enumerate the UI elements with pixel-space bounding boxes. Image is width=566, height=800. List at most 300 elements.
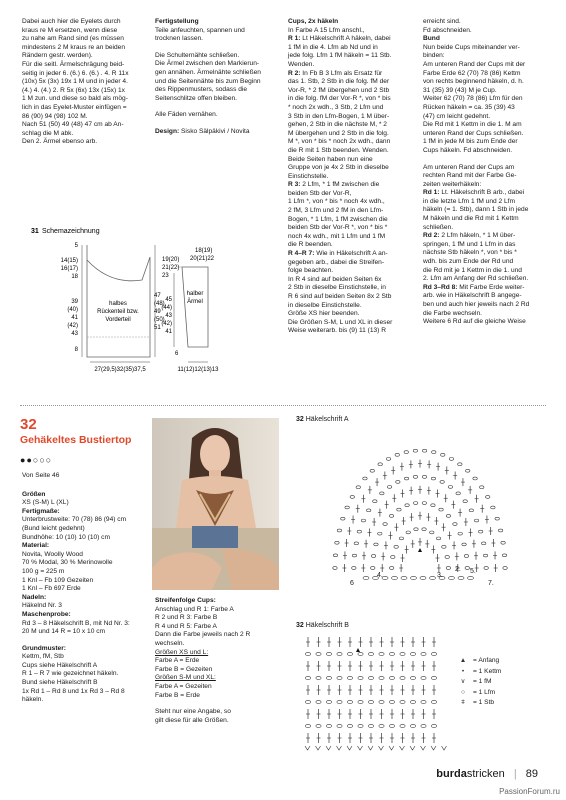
col3-line: M *, von * bis * noch 2x wdh., dann [288, 138, 391, 146]
stitch-chain-mark [458, 532, 462, 535]
stitch-chain-mark [448, 485, 452, 488]
stitch-chain-mark [466, 469, 470, 472]
svg-text:11(12)12(13)13: 11(12)12(13)13 [177, 367, 219, 373]
stitch-chain-mark [410, 652, 415, 655]
heading-maschenprobe: Maschenprobe: [22, 610, 71, 618]
schema-mid-label: (48) [154, 301, 165, 307]
stitch-chain-mark [326, 676, 331, 679]
stitch-chain-mark [379, 724, 384, 727]
stitch-chain-mark [316, 724, 321, 727]
stitch-foundation-chain [392, 576, 398, 579]
col1-line: kraus re M ersetzen, wenn diese [22, 26, 118, 34]
stitch-sc-mark [337, 746, 342, 750]
stitch-chain-mark [358, 652, 363, 655]
stitch-chain-mark [431, 504, 435, 507]
stitch-foundation-chain [468, 576, 474, 579]
stitch-chain-mark [481, 542, 485, 545]
col3-line: 1 Lfm *, von * bis * noch 4x wdh., [288, 198, 385, 206]
col3-line: jede folg. Lfm 1 fM häkeln = 11 Stb. [288, 52, 392, 60]
col2-p2-line: und die Seitennähte bis zum Beginn [155, 77, 261, 85]
col3-line: In R 4 sind auf beiden Seiten 6x [288, 275, 382, 283]
col1-line: seitig in jeder 6. (6.) 6. (6.) . 4. R 11x [22, 69, 129, 77]
col3-line: folge beachten. [288, 267, 334, 275]
stitch-sc-mark [389, 746, 394, 750]
stitch-chain-mark [305, 724, 310, 727]
stitch-chain-mark [350, 496, 354, 499]
grund-line: Cups siehe Häkelschrift A [22, 661, 98, 669]
chart-a-label-4: 4. [377, 572, 383, 579]
col1-line: Für die seitl. Ärmelschrägung beid- [22, 60, 125, 68]
stitch-foundation-chain [363, 576, 369, 579]
col4c-line: springen, 1 fM und 1 Lfm in das [423, 240, 516, 248]
col3-line: noch 4x wdh., mit 1 Lfm und 1 fM [288, 232, 386, 240]
col4c-line: arb. wie in Häkelschrift B angege- [423, 292, 522, 300]
stitch-chain-mark [389, 676, 394, 679]
col4c-line: ben und auch hier jeweils nach 2 Rd [423, 301, 530, 308]
stitch-foundation-chain [411, 576, 417, 579]
schema-sleeve-side-label: 45 [165, 297, 172, 303]
col3-line: 2 Stb in dieselbe Einstichstelle, in [288, 284, 386, 292]
stitch-chain-mark [410, 676, 415, 679]
stitch-chain-mark [333, 567, 337, 570]
chart-a-header [296, 416, 349, 423]
stitch-chain-mark [371, 555, 375, 558]
col4b-line: Weiter 62 (70) 78 (86) Lfm für den [423, 95, 523, 103]
dot-icon: • [461, 667, 465, 675]
legend-start: ▲ = Anfang [458, 656, 501, 667]
grund-line: Kettm, fM, Stb [22, 653, 64, 661]
stitch-chain-mark [386, 457, 390, 460]
stitch-chain-mark [396, 481, 400, 484]
col1-line: lich in das Eyelet-Muster einfügen = [22, 103, 127, 111]
schema-sleeve-side-label: (44) [161, 305, 172, 311]
col4c-line: rechten Rand mit der Farbe Ge- [423, 172, 517, 180]
stitch-foundation-chain [401, 576, 407, 579]
stitch-chain-mark [337, 529, 341, 532]
stitch-chain-mark [446, 515, 450, 518]
stripe-xs-line: Farbe B = Gezeiten [155, 665, 213, 673]
stitch-chain-mark [371, 567, 375, 570]
triangle-icon: ▲ [459, 657, 467, 664]
stitch-chain-mark [405, 504, 409, 507]
schema-left-label: 14(15) [60, 258, 78, 264]
schema-sleeve-side-label: (42) [161, 321, 172, 327]
col3-line: In Farbe A 15 Lfm anschl., [288, 26, 365, 34]
difficulty-dot-empty: ○ [45, 455, 53, 465]
stitch-chain-mark [368, 724, 373, 727]
stitch-chain-mark [486, 496, 490, 499]
col3-line: in dieselbe Einstichstelle. [288, 301, 362, 309]
stitch-chain-mark [431, 724, 436, 727]
col4c-line: die Rd mit je 1 Kettm in die 1. und [423, 266, 522, 274]
col4c-line: Am unteren Rand der Cups am [423, 163, 515, 171]
col3-line: R 2: In Fb B 3 Lfm als Ersatz für [288, 69, 383, 77]
stitch-chain-mark [354, 542, 358, 545]
col4b-line: Die Rd mit 1 Kettm in die 1. M am [423, 121, 522, 129]
col1-line: 86 (90) 94 (98) 102 M. [22, 112, 88, 120]
col2-p2-line: des Rippenmusters, sodass die [155, 86, 247, 94]
stripe-sm-line: Farbe A = Gezeiten [155, 682, 212, 690]
schema-mid-label: 19(20) [162, 257, 180, 263]
schema-left-label: 16(17) [60, 266, 78, 272]
schema-mid-label: 49 [154, 309, 161, 315]
stitch-chain-mark [421, 724, 426, 727]
col3-line: 1 fM in die 4. Lfm ab Nd und in [288, 43, 378, 51]
stitch-chain-mark [335, 541, 339, 544]
col1-line: Nach 51 (50) 49 (48) 47 cm ab An- [22, 121, 124, 129]
stripe-line: Anschlag und R 1: Farbe A [155, 605, 234, 613]
stitch-chain-mark [404, 477, 408, 480]
stitch-chain-mark [413, 475, 417, 478]
stitch-chain-mark [368, 676, 373, 679]
stitch-chain-mark [383, 523, 387, 526]
legend-chain: ○ = 1 Lfm [458, 688, 501, 699]
stitch-chain-mark [356, 486, 360, 489]
stitch-chain-mark [483, 554, 487, 557]
stitch-chain-mark [400, 676, 405, 679]
col3-line: R 3: 2 Lfm, * 1 fM zwischen die [288, 181, 380, 189]
stitch-sc-mark [421, 746, 426, 750]
stitch-sc-mark [305, 746, 310, 750]
stitch-chain-mark [440, 481, 444, 484]
schema-left-label: 41 [71, 315, 78, 321]
col3-line: 2 fM, 3 Lfm und 2 fM in den Lfm- [288, 207, 384, 215]
column-4 [423, 18, 548, 327]
stitch-chain-mark [389, 724, 394, 727]
col3-line: die R beenden. [288, 241, 333, 249]
schema-title: Schemazeichnung [42, 228, 100, 235]
col2-p2-line: gen annähen. Ärmelnähte schließen [155, 68, 261, 76]
col4b-line: unteren Rand der Cups schließen. [423, 129, 524, 137]
maschen-line: Rd 3 – 8 Häkelschrift B, mit Nd Nr. 3: [22, 619, 130, 627]
stitch-chain-mark [347, 676, 352, 679]
schema-mid-label: 47 [154, 293, 161, 299]
schema-num: 31 [31, 228, 39, 235]
stitch-chain-mark [387, 485, 391, 488]
stitch-sc-mark [368, 746, 373, 750]
col3-line: Bogen, * 1 Lfm, 1 fM zwischen die [288, 215, 388, 223]
col4b-line: binden: [423, 52, 445, 60]
pattern-info [22, 472, 150, 705]
col4a-line: erreicht sind. [423, 18, 461, 25]
stitch-chain-mark [400, 724, 405, 727]
col3-line: in die folg. fM der Vor-R *, von * bis [288, 95, 391, 103]
stitch-chain-mark [379, 676, 384, 679]
stitch-chain-mark [366, 509, 370, 512]
stitch-chain-mark [352, 554, 356, 557]
stitch-chain-mark [370, 469, 374, 472]
stitch-chain-mark [361, 519, 365, 522]
stitch-chain-mark [358, 724, 363, 727]
schema-left-label: (42) [67, 323, 78, 329]
chart-a-label-5: 5. [470, 568, 476, 575]
schema-svg [22, 225, 247, 375]
col1-line: Dabei auch hier die Eyelets durch [22, 18, 121, 25]
chart-a-label-2: 2. [455, 566, 461, 573]
col3-line: * noch 2x wdh., 3 Stb, 2 Lfm und [288, 103, 384, 111]
symbol-legend [458, 656, 501, 709]
stitch-chain-mark [478, 530, 482, 533]
schema-left-label: (40) [67, 307, 78, 313]
col3-line: Die Größen S-M, L und XL in dieser [288, 318, 393, 326]
stitch-foundation-chain [449, 576, 455, 579]
col4b-line: Farbe Erde 62 (70) 78 (86) Kettm [423, 69, 521, 77]
material-line: 1 Knl – Fb 697 Erde [22, 585, 81, 593]
stitch-chain-mark [368, 700, 373, 703]
pattern-header [20, 417, 131, 465]
column-3 [288, 18, 416, 336]
column-2 [155, 18, 273, 137]
grund-line: 1x Rd 1 – Rd 8 und 1x Rd 3 – Rd 8 [22, 687, 125, 695]
col4c-line: Rd 1: Lt. Häkelschrift B arb., dabei [423, 189, 525, 197]
design-value: Sisko Sälpäkivi / Novita [181, 127, 250, 135]
heading-fertigmasse: Fertigmaße: [22, 507, 60, 515]
maschen-line: 20 M und 14 R = 10 x 10 cm [22, 628, 106, 636]
col1-line: 1 M zun. und diese so bald als mög- [22, 95, 128, 103]
stitch-chain-mark [421, 700, 426, 703]
difficulty-dot-filled: ● [26, 455, 33, 465]
stitch-sc-mark [442, 746, 447, 750]
chart-a-num: 32 [296, 416, 304, 423]
separator-line [20, 405, 546, 406]
col4b-line: 31 (35) 39 (43) M je Cup. [423, 86, 497, 94]
stitch-foundation-chain [420, 576, 426, 579]
stitch-chain-mark [421, 676, 426, 679]
col3-line: gegeben arb., dabei die Streifen- [288, 258, 385, 266]
col4b-line: von rechts beginnend häkeln, d. h. [423, 78, 524, 86]
pattern-number: 32 [20, 416, 37, 433]
col4b-line: Am unteren Rand der Cups mit der [423, 60, 526, 68]
chart-a-label-7: 7. [488, 580, 494, 587]
stitch-chain-mark [422, 449, 426, 452]
col3-line: R 6 sind auf beiden Seiten 8x 2 Stb [288, 293, 392, 300]
stitch-chain-mark [422, 528, 426, 531]
col2-p2-line: Seitenschlitze offen bleiben. [155, 94, 237, 102]
stitch-chain-mark [441, 453, 445, 456]
col4c-line: Weitere 6 Rd auf die gleiche Weise [423, 318, 526, 326]
schema-drawing [22, 225, 247, 375]
heading-streifenfolge: Streifenfolge Cups: [155, 597, 216, 604]
col4c-line: wdh. bis zum Ende der Rd und [423, 258, 514, 266]
stitch-chain-mark [406, 531, 410, 534]
col1-line: zu nahe am Rand sind (es müssen [22, 35, 124, 43]
stitch-chain-mark [480, 486, 484, 489]
chart-a [330, 428, 510, 593]
chart-a-svg [330, 428, 510, 593]
chart-a-label-6: 6 [350, 580, 354, 587]
col3-line: Einstichstelle. [288, 172, 329, 180]
watermark: PassionForum.ru [499, 787, 560, 796]
col3-line: Gruppe von je 4x 2 Stb in dieselbe [288, 164, 389, 172]
stitch-chain-mark [305, 700, 310, 703]
stitch-chain-mark [414, 528, 418, 531]
stitch-sc-mark [347, 746, 352, 750]
col3-line: Wenden. [288, 60, 315, 68]
col4c-line: Rd 2: 2 Lfm häkeln, * 1 M über- [423, 232, 516, 240]
difficulty-dot-filled: ● [20, 455, 27, 465]
schema-left-label: 43 [71, 331, 78, 337]
stitch-chain-mark [430, 531, 434, 534]
heading-nadeln: Nadeln: [22, 593, 47, 601]
col4c-line: zeiten weiterhäkeln: [423, 180, 482, 188]
col1-line: mindestens 2 M kraus re an beiden [22, 43, 125, 51]
col2-p2-line: Die Schulternähte schließen. [155, 51, 240, 59]
stripe-line: R 4 und R 5: Farbe A [155, 622, 217, 630]
col1-line: (4.) 4. (4.) 2. R 5x (6x) 13x (15x) 1x [22, 86, 125, 94]
stitch-chain-mark [379, 652, 384, 655]
stitch-chain-mark [305, 652, 310, 655]
col4c-line: schließen. [423, 223, 454, 231]
schema-mid-label: 51 [154, 325, 161, 331]
col1-line: Den 2. Ärmel ebenso arb. [22, 138, 98, 146]
stripe-note-line: gilt diese für alle Größen. [155, 716, 229, 724]
stitch-chain-mark [484, 567, 488, 570]
heading-cups: Cups, 2x häkeln [288, 18, 339, 25]
stripe-line: Dann die Farbe jeweils nach 2 R [155, 631, 251, 639]
stitch-sc-mark [379, 746, 384, 750]
schema-left-label: 39 [71, 299, 78, 305]
stitch-chain-mark [347, 724, 352, 727]
needles: Häkelnd Nr. 3 [22, 602, 62, 610]
stitch-chain-mark [422, 475, 426, 478]
grund-line: Bund siehe Häkelschrift B [22, 679, 98, 687]
pattern-title: Gehäkeltes Bustiertop [20, 434, 132, 446]
svg-text:27(29,5)32(35)37,5: 27(29,5)32(35)37,5 [94, 367, 146, 373]
col3-line: 3 Stb in den Lfm-Bogen, 1 M über- [288, 112, 390, 120]
stitch-chain-mark [465, 567, 469, 570]
material-line: 100 g = 225 m [22, 567, 65, 575]
col4b-line: Nun beide Cups miteinander ver- [423, 43, 520, 51]
col2-p2-line: Die Ärmel zwischen den Markierun- [155, 60, 260, 68]
stitch-chain-mark [463, 500, 467, 503]
col4b-line: (47) cm leicht gedehnt. [423, 112, 491, 120]
stitch-chain-mark [379, 700, 384, 703]
stripe-note-line: Steht nur eine Angabe, so [155, 708, 231, 716]
stitch-chain-mark [391, 556, 395, 559]
stitch-chain-mark [397, 508, 401, 511]
schema-left-label: 8 [74, 347, 78, 353]
schema-mid-label: 6 [175, 351, 179, 357]
stitch-chain-mark [333, 554, 337, 557]
col4c-line: häkeln (= 1. Stb), dann 1 Stb in jede [423, 206, 529, 214]
schema-body-label: Rückenteil bzw. [97, 309, 139, 315]
col4c-line: in die letzte Lfm 1 fM und 2 Lfm [423, 197, 515, 205]
from-page: Von Seite 46 [22, 472, 60, 479]
oval-icon: ○ [461, 688, 465, 696]
stitch-chain-mark [347, 652, 352, 655]
stitch-chain-mark [462, 543, 466, 546]
stitch-chain-mark [374, 543, 378, 546]
stitch-chain-mark [458, 463, 462, 466]
col4c-line: 2. Lfm am Anfang der Rd schließen. [423, 275, 529, 283]
heading-groessen: Größen [22, 490, 46, 498]
schema-mid-label: 23 [162, 273, 169, 279]
stitch-chain-mark [431, 676, 436, 679]
stripe-xs-line: Farbe A = Erde [155, 657, 200, 665]
fertig-line: (Bund leicht gedehnt) [22, 524, 85, 532]
stitch-chain-mark [498, 529, 502, 532]
col3-line: R 1: Lt Häkelschrift A häkeln, dabei [288, 35, 391, 43]
stitch-chain-mark [363, 477, 367, 480]
stitch-chain-mark [431, 477, 435, 480]
text-faeden: Alle Fäden vernähen. [155, 111, 218, 119]
stitch-chain-mark [413, 502, 417, 505]
stitch-chain-mark [341, 517, 345, 520]
stitch-chain-mark [503, 567, 507, 570]
difficulty-dots [20, 455, 131, 465]
chart-a-title: Häkelschrift A [305, 416, 349, 423]
heading-bund: Bund [423, 35, 440, 43]
stitch-chain-mark [436, 537, 440, 540]
col3-line: M übergehen und 2 Stb in die folg. [288, 129, 389, 137]
col3-line: beiden Stb der Vor-R, [288, 189, 352, 197]
stripe-line: wechseln. [155, 639, 185, 647]
stitch-chain-mark [446, 567, 450, 570]
schema-left-label: 18 [71, 274, 78, 280]
col4c-line: Rd 3–Rd 8: Mit Farbe Erde weiter- [423, 283, 525, 291]
schema-sleeve-side-label: 41 [165, 329, 172, 335]
v-icon: ∨ [460, 678, 466, 685]
col1-line: Rändern gestr. werden). [22, 52, 93, 60]
material-line: 70 % Modal, 30 % Merinowolle [22, 559, 113, 567]
difficulty-dot-empty: ○ [39, 455, 46, 465]
chart-b [300, 632, 450, 752]
stitch-chain-mark [316, 700, 321, 703]
stitch-chain-mark [432, 451, 436, 454]
col4c-line: nächste Stb häkeln *, von * bis * [423, 249, 517, 257]
chart-b-svg [300, 632, 450, 752]
grund-line: häkeln. [22, 696, 44, 704]
stripe-sequence [155, 597, 283, 725]
model-photo-svg [152, 418, 279, 590]
stitch-chain-mark [337, 700, 342, 703]
schema-left-label: 5 [74, 243, 78, 249]
schema-mid-label: 21(22) [162, 265, 180, 271]
stitch-chain-mark [389, 567, 393, 570]
stitch-chain-mark [378, 463, 382, 466]
stitch-chain-mark [421, 652, 426, 655]
col1-line: (10x) 5x (3x) 19x 1 M und in jeder 4. [22, 78, 128, 86]
stitch-chain-mark [473, 477, 477, 480]
difficulty-dot-empty: ○ [32, 455, 40, 465]
schema-sleeve-top-label: 18(19) [195, 248, 213, 254]
stitch-chain-mark [495, 517, 499, 520]
brand-burda: burda [436, 768, 467, 780]
schema-sleeve-side-label: 43 [165, 313, 172, 319]
fertig-line: Unterbrustweite: 70 (78) 86 (94) cm [22, 516, 127, 524]
col3-line: Beide Seiten haben nun eine [288, 155, 373, 163]
stitch-chain-mark [404, 451, 408, 454]
stitch-chain-mark [400, 652, 405, 655]
heading-fertigstellung: Fertigstellung [155, 18, 199, 25]
legend-slip-stitch: • = 1 Kettm [458, 667, 501, 678]
stitch-chain-mark [368, 652, 373, 655]
col4b-line: Cups häkeln. Fd abschneiden. [423, 146, 513, 154]
stripe-line: R 2 und R 3: Farbe B [155, 614, 218, 622]
stitch-chain-mark [326, 652, 331, 655]
schema-mid-label: (50) [154, 317, 165, 323]
stitch-chain-mark [378, 532, 382, 535]
stitch-chain-mark [305, 676, 310, 679]
stitch-chain-mark [352, 567, 356, 570]
stitch-chain-mark [422, 502, 426, 505]
col1-line: schlag die M abk. [22, 129, 74, 137]
chart-a-label-3: 3. [437, 572, 443, 579]
stitch-sc-mark [316, 746, 321, 750]
page-footer: burdastricken | 89 [436, 768, 538, 780]
stitch-chain-mark [345, 506, 349, 509]
stitch-chain-mark [373, 500, 377, 503]
